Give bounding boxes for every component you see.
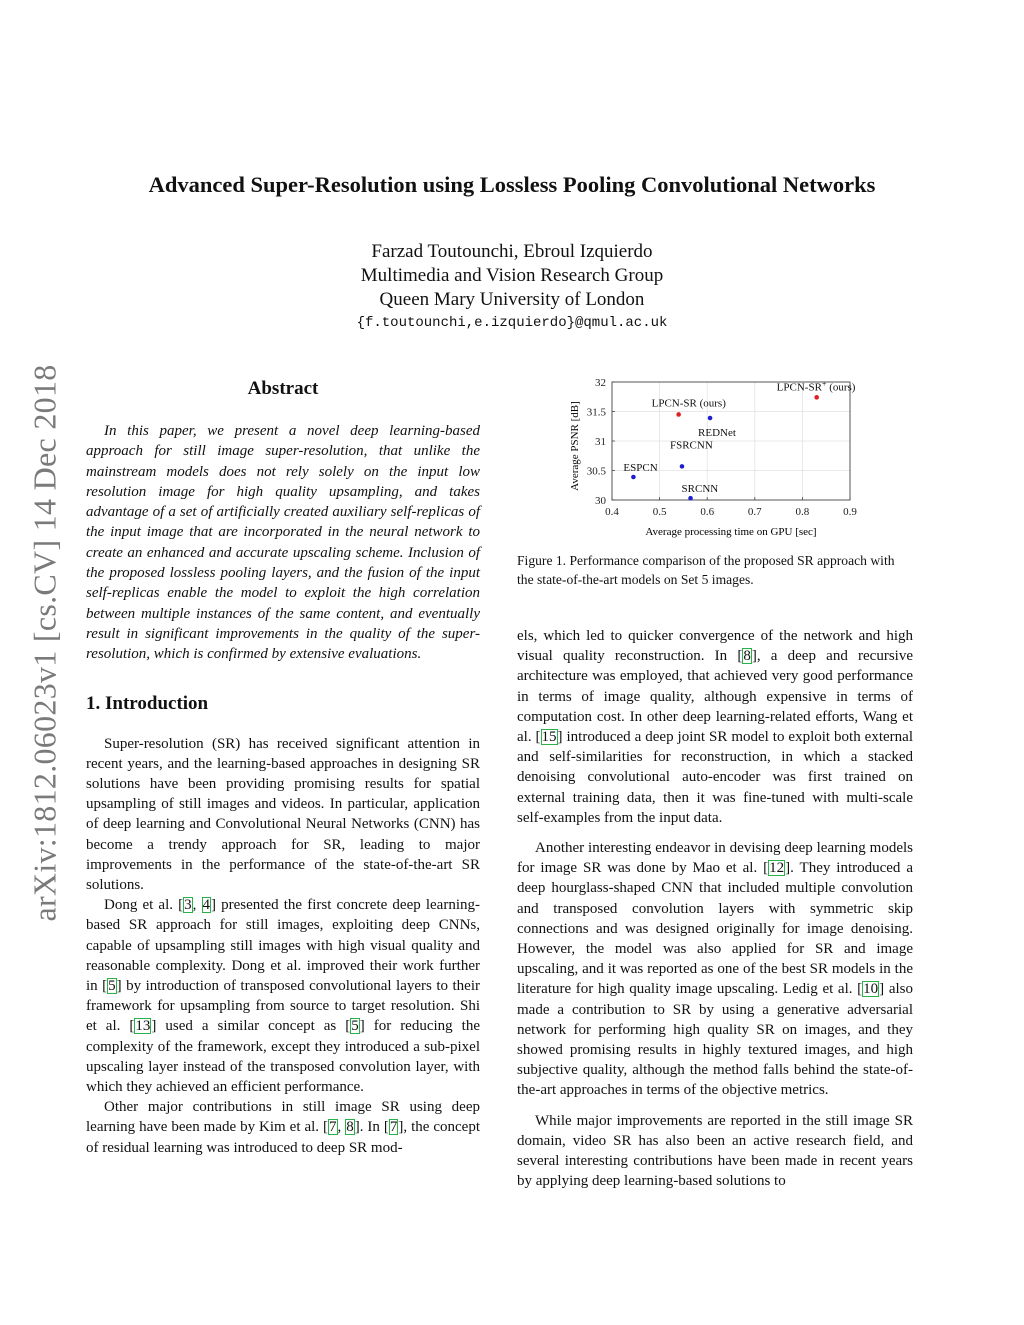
x-tick-label: 0.5: [652, 506, 667, 518]
affiliation-group: Multimedia and Vision Research Group: [360, 265, 664, 286]
data-point: [676, 412, 681, 417]
x-tick-label: 0.9: [843, 506, 857, 518]
y-tick-label: 30.5: [586, 465, 606, 478]
data-point-label: LPCN-SR+ (ours): [776, 378, 856, 394]
x-tick-label: 0.8: [795, 506, 810, 518]
performance-scatter-chart: [517, 372, 913, 542]
citation-link[interactable]: 12: [769, 860, 785, 877]
intro-paragraph-3: Other major contributions in still image SR using deep learning have been made by Kim et al. [7, 8]. In [7], the concept of residual learning was introduced to deep SR mod-: [86, 1099, 481, 1156]
citation-link[interactable]: 5: [108, 978, 116, 994]
data-point: [680, 464, 685, 469]
y-tick-label: 31: [595, 436, 606, 448]
y-tick-label: 30: [595, 495, 606, 507]
y-tick-label: 31.5: [586, 406, 606, 419]
x-tick-label: 0.7: [747, 506, 762, 518]
intro-paragraph-2: Dong et al. [3, 4] presented the first concrete deep learning-based SR approach for still images, exploiting deep CNNs, capable of upsampling still images with high visual quality and reasonable complexity. Dong et al. improved their work further in [5] by introduction of transposed convolutional layers to their framework for upsampling from source to target resolution. Shi et al. [13] used a similar concept as [5] for reducing the complexity of the framework, except they introduced a sub-pixel upscaling layer instead of the transposed convolution layer, with which they achieved an efficient performance.: [86, 897, 480, 1096]
x-tick-label: 0.6: [700, 506, 715, 518]
figure-1: [517, 372, 913, 589]
left-column: [86, 378, 480, 1158]
data-point-label: ESPCN: [623, 461, 658, 474]
figure-1-caption: Figure 1. Performance comparison of the proposed SR approach with the state-of-the-art models on Set 5 images.: [517, 553, 895, 587]
affiliation-university: Queen Mary University of London: [379, 289, 645, 310]
citation-link[interactable]: 13: [135, 1018, 151, 1035]
arxiv-identifier-text: arXiv:1812.06023v1 [cs.CV] 14 Dec 2018: [26, 364, 63, 922]
data-point: [708, 416, 713, 421]
intro-paragraph-1: Super-resolution (SR) has received significant attention in recent years, and the learning-based approaches in designing SR solutions have been providing promising results for spatial upsampling of still images and videos. In particular, application of deep learning and Convolutional Neural Networks (CNN) has become a trendy approach for SR, leading to major improvements in the performance of the state-of-the-art SR solutions.: [86, 735, 480, 893]
citation-link[interactable]: 10: [863, 981, 879, 998]
data-point-label: FSRCNN: [669, 439, 713, 452]
data-point-label: SRCNN: [681, 483, 719, 496]
x-tick-label: 0.4: [605, 506, 619, 518]
citation-link[interactable]: 5: [351, 1018, 359, 1035]
abstract-text: In this paper, we present a novel deep learning-based approach for still image super-resolution, that unlike the mainstream models does not rely solely on the input low resolution image for high quality upsampling, and takes advantage of a set of artificially created auxiliary self-replicas of the input image that are incorporated in the neural network to create an enhanced and accurate upscaling scheme. Inclusion of the proposed lossless pooling layers, and the fusion of the input self-replicas enable the model to exploit the high correlation between multiple instances of the same content, and eventually result in significant improvements in the quality of the super-resolution, which is confirmed by extensive evaluations.: [86, 423, 480, 663]
citation-link[interactable]: 3: [184, 897, 192, 914]
intro-paragraph-5: Another interesting endeavor in devising deep learning models for image SR was done by Mao et al. [12]. They introduced a deep hourglass-shaped CNN that included multiple convolution and transposed convolution layers with symmetric skip connections and was designed originally for image denoising. However, the model was also applied for SR and image upscaling, and it was reported as one of the best SR models in the literature for high quality image upscaling. Ledig et al. [10] also made a contribution to SR by using a generative adversarial network for performing high quality SR on images, and they showed promising results in highly textured images, and high subjective quality, although the method falls behind the state-of-the-art approaches in terms of the objective metrics.: [517, 840, 913, 1099]
intro-paragraph-4: els, which led to quicker convergence of the network and high visual quality reconstruction. In [8], a deep and recursive architecture was employed, that achieved very good performance in terms of image quality, although expensive in terms of computation cost. In other deep learning-related efforts, Wang et al. [15] introduced a deep joint SR model to exploit both external and self-similarities for reconstruction, in which a stacked denoising convolutional auto-encoder was first trained on external training data, then it was fine-tuned with multi-scale self-examples from the input data.: [517, 628, 913, 826]
data-point: [631, 475, 636, 480]
citation-link[interactable]: 7: [389, 1119, 398, 1136]
abstract-heading: Abstract: [247, 378, 319, 399]
author-block: [0, 240, 1024, 334]
y-axis-label: Average PSNR [dB]: [569, 401, 581, 491]
citation-link[interactable]: 15: [541, 729, 557, 746]
citation-link[interactable]: 4: [202, 897, 211, 914]
y-tick-label: 32: [595, 377, 606, 389]
arxiv-identifier: [22, 348, 68, 938]
right-column: [517, 626, 913, 1191]
section-heading-introduction: 1. Introduction: [86, 692, 209, 714]
intro-paragraph-6: While major improvements are reported in the still image SR domain, video SR has also been an active research field, and several interesting contributions have been made in recent years by applying deep learning-based solutions to: [517, 1112, 913, 1190]
citation-link[interactable]: 8: [743, 648, 751, 665]
paper-title: Advanced Super-Resolution using Lossless Pooling Convolutional Networks: [148, 172, 876, 197]
citation-link[interactable]: 7: [329, 1119, 337, 1136]
author-names: Farzad Toutounchi, Ebroul Izquierdo: [371, 241, 653, 262]
citation-link[interactable]: 8: [346, 1119, 354, 1136]
data-point-label: REDNet: [698, 426, 736, 439]
data-point: [814, 395, 819, 400]
data-point-label: LPCN-SR (ours): [651, 397, 726, 410]
data-point: [688, 496, 693, 501]
author-email: {f.toutounchi,e.izquierdo}@qmul.ac.uk: [356, 315, 668, 331]
x-axis-label: Average processing time on GPU [sec]: [645, 526, 817, 538]
